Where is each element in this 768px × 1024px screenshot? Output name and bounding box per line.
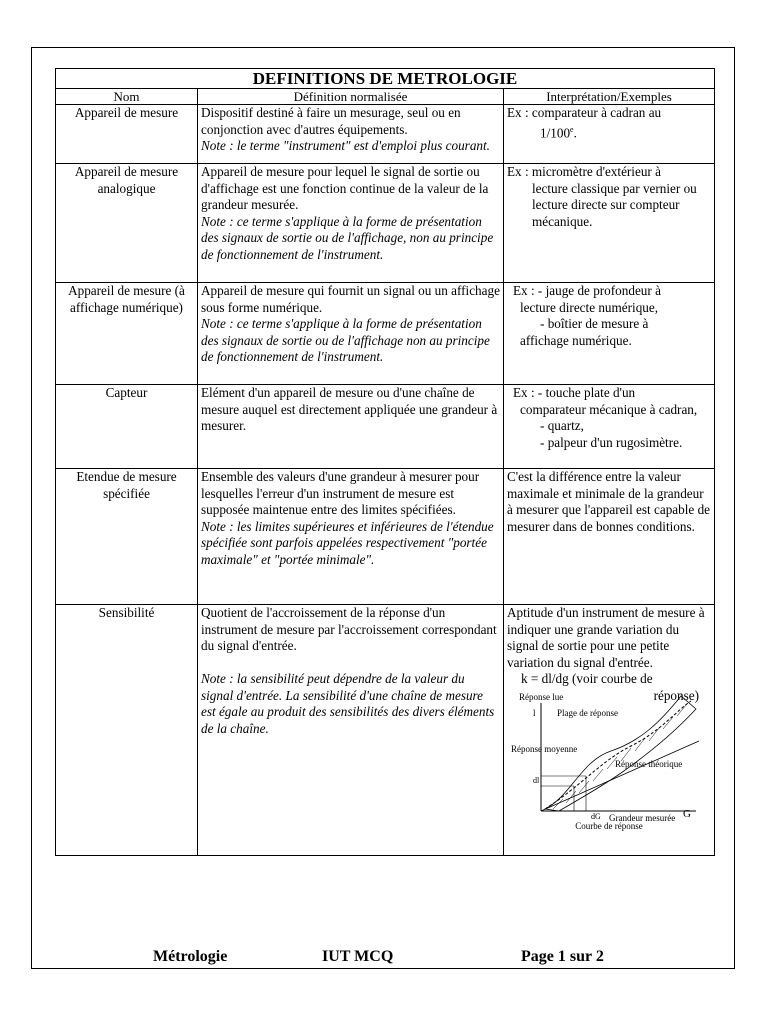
graph-caption: Courbe de réponse bbox=[575, 821, 643, 831]
definition-text: Ensemble des valeurs d'une grandeur à mesurer pour lesquelles l'erreur d'un instrument de mesure est supposée maintenue entre des limites spécifiées. bbox=[201, 469, 480, 517]
table-row bbox=[56, 283, 715, 385]
example-line: Ex : - touche plate d'un bbox=[513, 385, 636, 400]
label-theoretical-response: Réponse théorique bbox=[615, 759, 683, 769]
label-mean-response: Réponse moyenne bbox=[511, 744, 578, 754]
label-dg: dG bbox=[591, 812, 601, 821]
row-example bbox=[504, 164, 715, 283]
footer-page-number: Page 1 sur 2 bbox=[521, 948, 604, 965]
example-line: comparateur mécanique à cadran, bbox=[520, 401, 698, 417]
label-measured-quantity: Grandeur mesurée bbox=[609, 813, 676, 823]
row-definition bbox=[198, 385, 504, 469]
example-line: lecture classique par vernier ou lecture directe sur compteur mécanique. bbox=[532, 180, 697, 229]
example-superscript: e bbox=[570, 124, 574, 134]
definition-text: Dispositif destiné à faire un mesurage, seul ou en conjonction avec d'autres équipements. bbox=[201, 105, 461, 137]
definition-note: Note : ce terme s'applique à la forme de présentation des signaux de sortie ou de l'affichage non au principe de fonctionnement de l'instrument. bbox=[201, 316, 490, 364]
row-definition bbox=[198, 469, 504, 605]
label-dl: dl bbox=[533, 776, 540, 785]
label-response-range: Plage de réponse bbox=[557, 708, 618, 718]
example-line: - quartz, bbox=[540, 418, 584, 433]
example-fraction: 1/100 bbox=[540, 124, 571, 140]
example-line: Ex : - jauge de profondeur à bbox=[513, 283, 661, 298]
sensitivity-formula-end: réponse) bbox=[653, 687, 699, 703]
row-name: Appareil de mesure (à affichage numérique) bbox=[56, 283, 198, 385]
column-header-examples: Interprétation/Exemples bbox=[504, 89, 715, 105]
definition-text: Appareil de mesure qui fournit un signal ou un affichage sous forme numérique. bbox=[201, 283, 500, 315]
label-response-read: Réponse lue bbox=[519, 692, 564, 702]
row-definition bbox=[198, 105, 504, 164]
table-title: DEFINITIONS DE METROLOGIE bbox=[56, 69, 715, 89]
column-header-definition: Définition normalisée bbox=[198, 89, 504, 105]
row-example bbox=[504, 283, 715, 385]
example-text: C'est la différence entre la valeur maximale et minimale de la grandeur à mesurer que l'appareil est capable de mesurer dans de bonnes conditions. bbox=[507, 469, 711, 534]
example-line: Ex : micromètre d'extérieur à bbox=[507, 164, 661, 179]
example-text: Aptitude d'un instrument de mesure à indiquer une grande variation du signal de sortie pour une petite variation du signal d'entrée. bbox=[507, 605, 705, 670]
example-line bbox=[507, 122, 711, 142]
row-name: Sensibilité bbox=[56, 605, 198, 856]
definition-text: Elément d'un appareil de mesure ou d'une chaîne de mesure auquel est directement appliquée une grandeur à mesurer. bbox=[201, 385, 498, 433]
example-line: - palpeur d'un rugosimètre. bbox=[540, 434, 683, 450]
table-row bbox=[56, 164, 715, 283]
definitions-table bbox=[55, 68, 715, 856]
example-period: . bbox=[573, 124, 577, 140]
definition-note: Note : le terme "instrument" est d'emploi plus courant. bbox=[201, 138, 490, 153]
row-name: Capteur bbox=[56, 385, 198, 469]
row-example bbox=[504, 469, 715, 605]
row-example bbox=[504, 605, 715, 856]
definition-text: Appareil de mesure pour lequel le signal de sortie ou d'affichage est une fonction continue de la valeur de la grandeur mesurée. bbox=[201, 164, 489, 212]
table-row bbox=[56, 605, 715, 856]
footer-institution: IUT MCQ bbox=[322, 948, 394, 965]
row-name: Appareil de mesure analogique bbox=[56, 164, 198, 283]
response-curve-graph bbox=[511, 691, 709, 825]
definition-note: Note : les limites supérieures et inférieures de l'étendue spécifiée sont parfois appelées respectivement "portée maximale" et "portée minimale". bbox=[201, 518, 494, 567]
row-definition bbox=[198, 164, 504, 283]
definition-note: Note : ce terme s'applique à la forme de présentation des signaux de sortie ou de l'affichage, non au principe de fonctionnement de l'instrument. bbox=[201, 213, 494, 262]
page-footer bbox=[0, 948, 768, 970]
definition-note: Note : la sensibilité peut dépendre de la valeur du signal d'entrée. La sensibilité d'une chaîne de mesure est égale au produit des sensibilités des divers éléments de la chaîne. bbox=[201, 671, 495, 736]
footer-course: Métrologie bbox=[153, 948, 228, 965]
example-line: lecture directe numérique, bbox=[520, 299, 659, 315]
label-axis-g: G bbox=[683, 808, 691, 820]
column-header-name: Nom bbox=[56, 89, 198, 105]
table-row bbox=[56, 105, 715, 164]
row-definition bbox=[198, 283, 504, 385]
table-row bbox=[56, 385, 715, 469]
sensitivity-formula: k = dl/dg (voir courbe de bbox=[521, 671, 653, 686]
example-line: Ex : comparateur à cadran au bbox=[507, 105, 662, 120]
row-name: Etendue de mesure spécifiée bbox=[56, 469, 198, 605]
example-line: affichage numérique. bbox=[520, 332, 632, 348]
label-axis-l: l bbox=[533, 708, 536, 718]
example-line: - boîtier de mesure à bbox=[540, 316, 649, 331]
row-name: Appareil de mesure bbox=[56, 105, 198, 164]
spacer bbox=[201, 655, 500, 672]
row-example bbox=[504, 385, 715, 469]
row-example bbox=[504, 105, 715, 164]
table-row bbox=[56, 469, 715, 605]
row-definition bbox=[198, 605, 504, 856]
band-hatching bbox=[553, 704, 687, 809]
definition-text: Quotient de l'accroissement de la réponse d'un instrument de mesure par l'accroissement correspondant du signal d'entrée. bbox=[201, 605, 497, 653]
